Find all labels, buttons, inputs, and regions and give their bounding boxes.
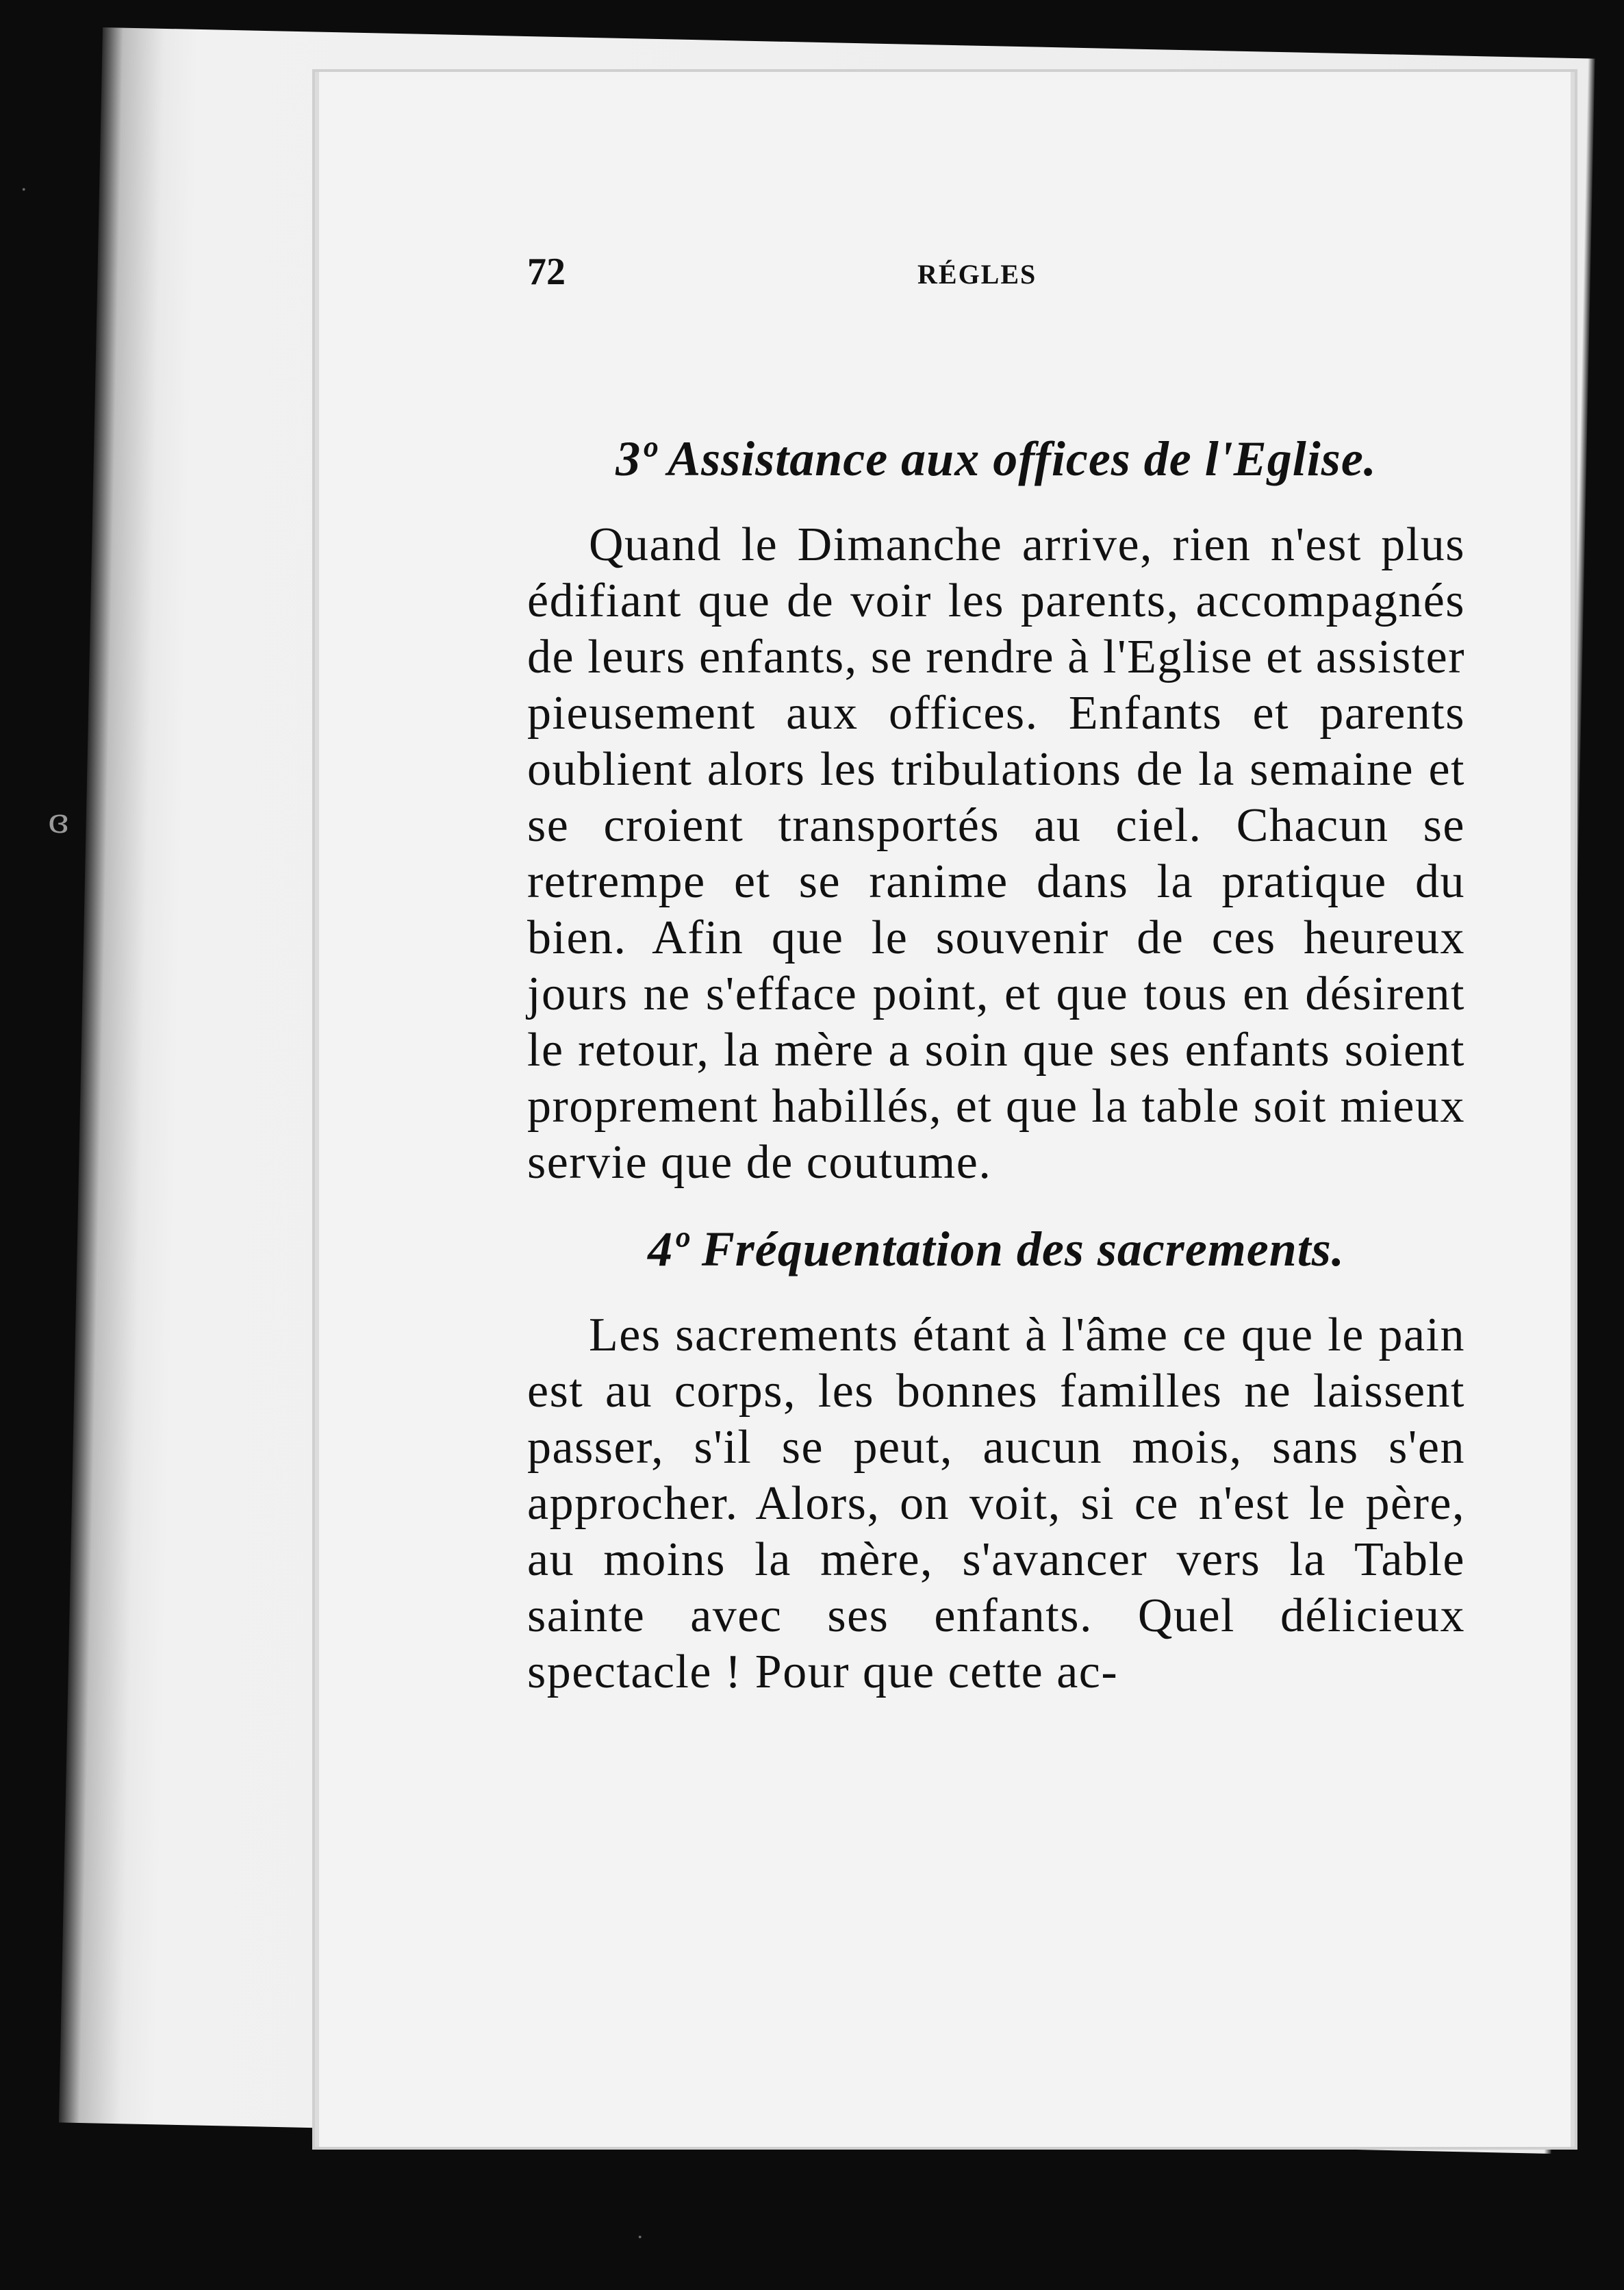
section-assistance	[527, 428, 1465, 1191]
dust-speck: ·	[21, 178, 27, 202]
paragraph: Quand le Dimanche arrive, rien n'est plus édifiant que de voir les parents, accompagnés de leurs enfants, se rendre à l'Eglise et assister pieusement aux offices. Enfants et parents oublient alors les tribulations de la semaine et se croient transportés au ciel. Chacun se retrempe et se ranime dans la pratique du bien. Afin que le souvenir de ces heureux jours ne s'efface point, et que tous en désirent le retour, la mère a soin que ses enfants soient proprement habillés, et que la table soit mieux servie que de coutume.	[527, 518, 1465, 1189]
dust-speck: ·	[637, 2226, 644, 2250]
page-header	[527, 250, 1486, 305]
page-number: 72	[527, 251, 566, 293]
paragraph: Les sacrements étant à l'âme ce que le pain est au corps, les bonnes familles ne laissent passer, s'il se peut, aucun mois, sans s'en approcher. Alors, on voit, si ce n'est le père, au moins la mère, s'avancer vers la Table sainte avec ses enfants. Quel délicieux spectacle ! Pour que cette ac-	[527, 1309, 1465, 1698]
body-text	[527, 428, 1465, 1721]
section-heading: 4º Fréquentation des sacrements.	[648, 1222, 1345, 1276]
section-heading: 3º Assistance aux offices de l'Eglise.	[616, 431, 1377, 486]
book-page	[315, 72, 1575, 2147]
margin-mark-icon: ɞ	[48, 801, 69, 841]
running-head: RÉGLES	[917, 259, 1037, 290]
section-frequentation	[527, 1218, 1465, 1700]
